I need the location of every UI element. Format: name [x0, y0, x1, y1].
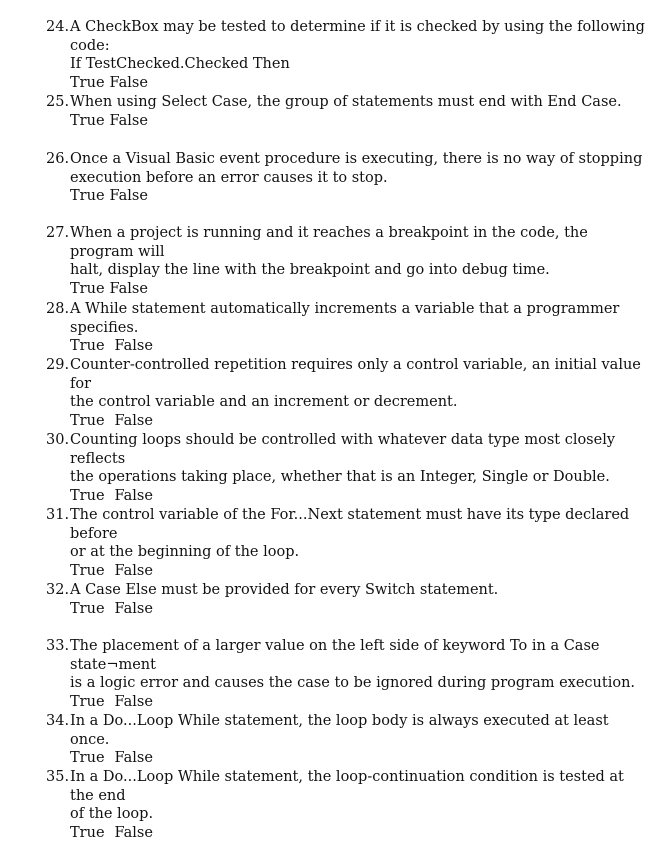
- false-option[interactable]: False: [109, 188, 148, 205]
- question-text: When a project is running and it reaches a breakpoint in the code, the program will halt, display the line with the breakpoint and go into debug time.: [70, 225, 588, 279]
- question-text: A CheckBox may be tested to determine if it is checked by using the following code: If TestChecked.Checked Then: [70, 19, 645, 73]
- false-option[interactable]: False: [114, 694, 153, 711]
- question-26: [46, 150, 650, 206]
- question-number: 34.: [46, 713, 70, 729]
- false-option[interactable]: False: [109, 281, 148, 298]
- answer-options: [70, 824, 650, 843]
- false-option[interactable]: False: [114, 825, 153, 842]
- true-option[interactable]: True: [70, 338, 105, 355]
- question-number: 28.: [46, 301, 70, 317]
- true-option[interactable]: True: [70, 488, 105, 505]
- answer-options: [70, 749, 650, 768]
- question-25: [46, 93, 650, 130]
- answer-options: [70, 112, 650, 131]
- question-text: A While statement automatically increments a variable that a programmer specifies.: [70, 301, 620, 336]
- question-34: [46, 712, 650, 768]
- true-option[interactable]: True: [70, 750, 105, 767]
- question-text: The placement of a larger value on the left side of keyword To in a Case state¬ment is a logic error and causes the case to be ignored during program execution.: [70, 638, 636, 692]
- question-33: [46, 637, 650, 712]
- answer-options: [70, 693, 650, 712]
- false-option[interactable]: False: [114, 413, 153, 430]
- question-number: 27.: [46, 225, 70, 241]
- question-27: [46, 224, 650, 299]
- answer-options: [70, 412, 650, 431]
- question-number: 26.: [46, 151, 70, 167]
- question-24: [46, 18, 650, 93]
- question-number: 33.: [46, 638, 70, 654]
- answer-options: [70, 487, 650, 506]
- true-option[interactable]: True: [70, 563, 105, 580]
- false-option[interactable]: False: [114, 750, 153, 767]
- answer-options: [70, 562, 650, 581]
- true-option[interactable]: True: [70, 413, 105, 430]
- question-text: Once a Visual Basic event procedure is executing, there is no way of stopping execution before an error causes it to stop.: [70, 151, 643, 186]
- answer-options: [70, 74, 650, 93]
- question-28: [46, 300, 650, 356]
- question-text: Counter-controlled repetition requires only a control variable, an initial value for the control variable and an increment or decrement.: [70, 357, 641, 411]
- question-text: The control variable of the For...Next statement must have its type declared before or at the beginning of the loop.: [70, 507, 630, 561]
- question-number: 24.: [46, 19, 70, 35]
- question-number: 31.: [46, 507, 70, 523]
- question-35: [46, 768, 650, 843]
- false-option[interactable]: False: [109, 112, 148, 129]
- question-number: 35.: [46, 769, 70, 785]
- question-31: [46, 506, 650, 581]
- question-30: [46, 431, 650, 506]
- question-text: In a Do...Loop While statement, the loop body is always executed at least once.: [70, 713, 609, 748]
- answer-options: [70, 187, 650, 206]
- question-text: A Case Else must be provided for every Switch statement.: [70, 582, 499, 598]
- question-29: [46, 356, 650, 431]
- question-text: When using Select Case, the group of statements must end with End Case.: [70, 94, 622, 110]
- false-option[interactable]: False: [114, 488, 153, 505]
- false-option[interactable]: False: [114, 563, 153, 580]
- question-number: 25.: [46, 94, 70, 110]
- false-option[interactable]: False: [114, 600, 153, 617]
- question-number: 29.: [46, 357, 70, 373]
- true-option[interactable]: True: [70, 75, 105, 92]
- question-text: Counting loops should be controlled with whatever data type most closely reflects the operations taking place, whether that is an Integer, Single or Double.: [70, 432, 616, 486]
- question-number: 32.: [46, 582, 70, 598]
- false-option[interactable]: False: [114, 338, 153, 355]
- true-option[interactable]: True: [70, 281, 105, 298]
- question-text: In a Do...Loop While statement, the loop-continuation condition is tested at the end of the loop.: [70, 769, 624, 823]
- question-32: [46, 581, 650, 618]
- true-option[interactable]: True: [70, 694, 105, 711]
- false-option[interactable]: False: [109, 75, 148, 92]
- true-option[interactable]: True: [70, 825, 105, 842]
- true-option[interactable]: True: [70, 188, 105, 205]
- answer-options: [70, 280, 650, 299]
- answer-options: [70, 337, 650, 356]
- question-number: 30.: [46, 432, 70, 448]
- true-option[interactable]: True: [70, 600, 105, 617]
- true-option[interactable]: True: [70, 112, 105, 129]
- answer-options: [70, 600, 650, 619]
